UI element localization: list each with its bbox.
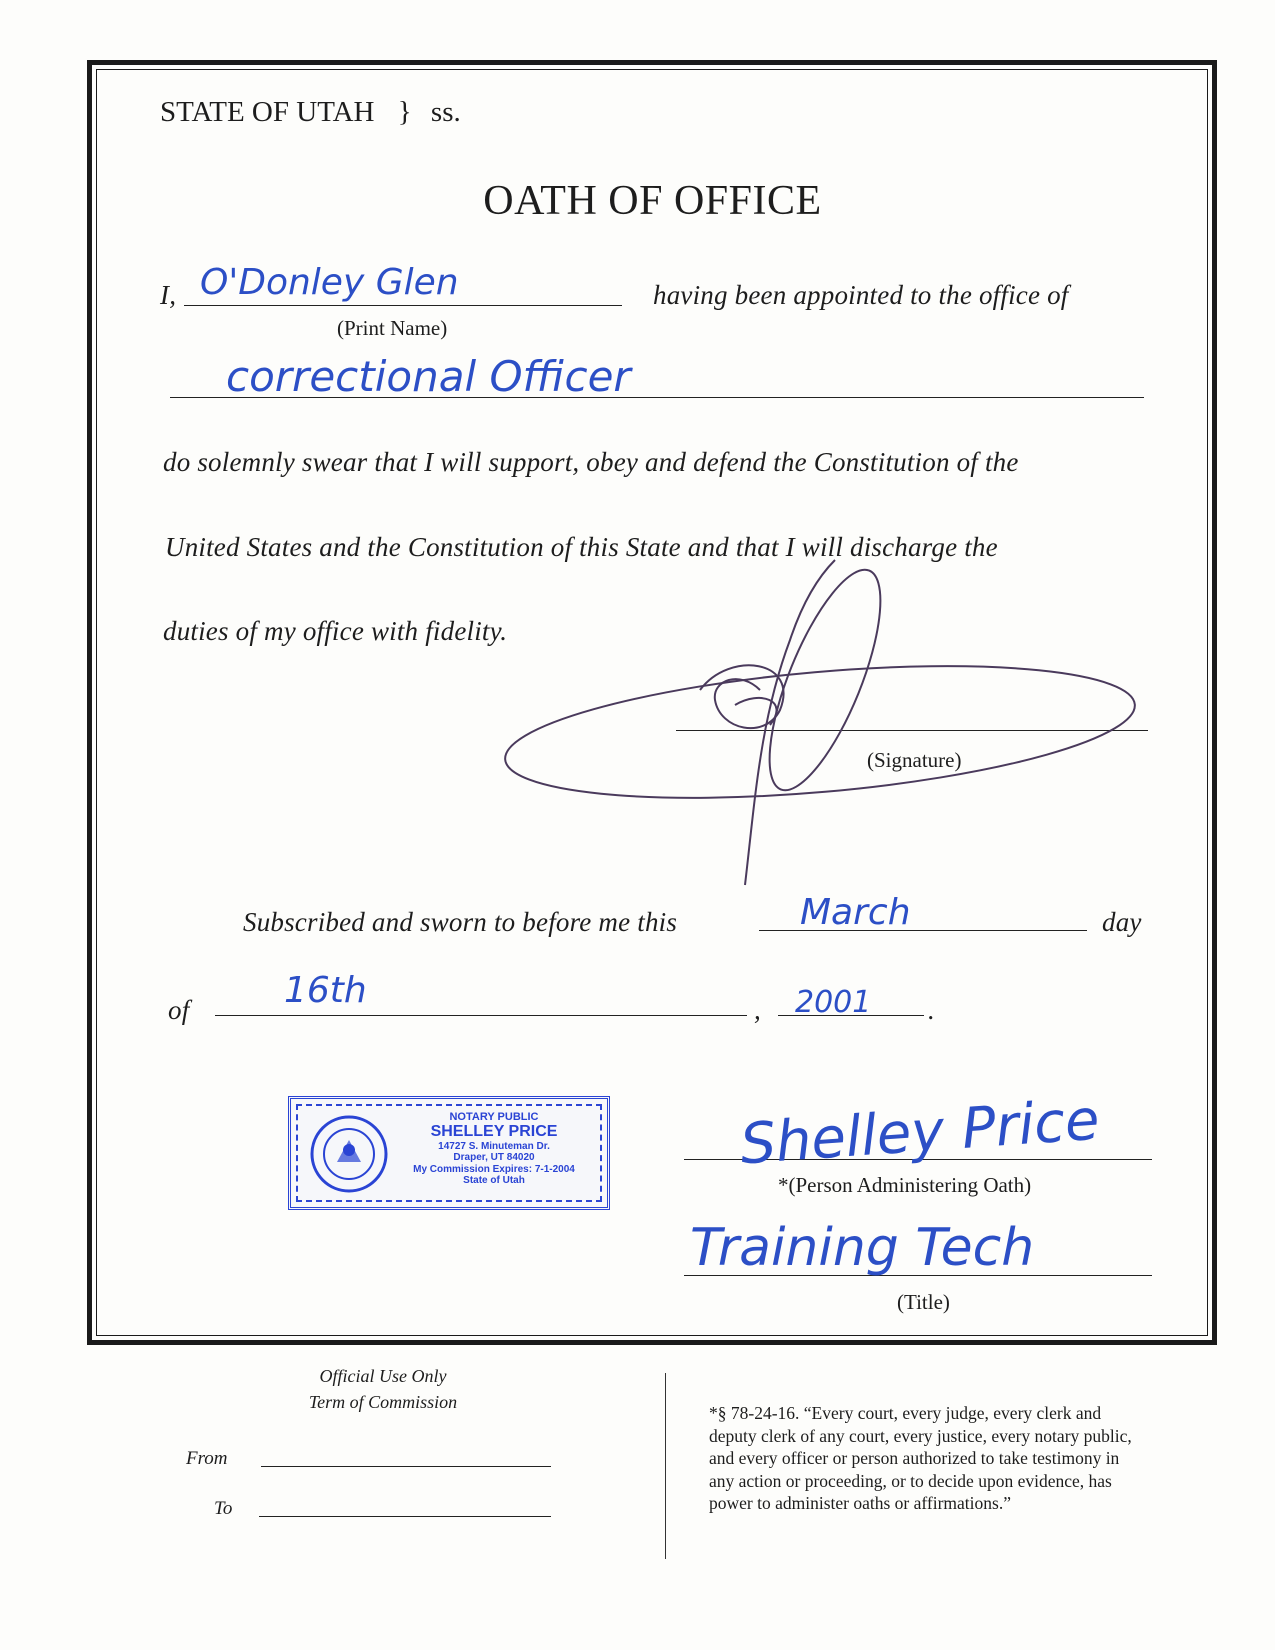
appointed-text: having been appointed to the office of	[653, 280, 1069, 310]
stamp-address-2: Draper, UT 84020	[453, 1152, 535, 1164]
signature-caption: (Signature)	[867, 748, 962, 772]
to-line	[259, 1516, 551, 1517]
date-comma: ,	[754, 995, 761, 1025]
stamp-commission: My Commission Expires: 7-1-2004	[413, 1163, 575, 1175]
signature-line	[676, 730, 1148, 731]
section-divider	[665, 1373, 666, 1559]
oath-line-1: do solemnly swear that I will support, obey and defend the Constitution of the	[163, 447, 1019, 477]
statute-line-1: *§ 78-24-16. “Every court, every judge, every clerk and	[709, 1403, 1102, 1423]
stamp-notary-name: SHELLEY PRICE	[430, 1123, 558, 1141]
administrator-signature-value: Shelley Price	[738, 1087, 1102, 1178]
stamp-state: State of Utah	[463, 1174, 525, 1186]
print-name-value: O'Donley Glen	[200, 262, 459, 303]
state-heading	[160, 96, 461, 129]
statute-line-5: power to administer oaths or affirmations.”	[709, 1493, 1011, 1513]
stamp-heading: NOTARY PUBLIC	[449, 1111, 539, 1123]
date-value: 16th	[284, 970, 367, 1011]
subscribed-text: Subscribed and sworn to before me this	[243, 907, 678, 937]
from-label: From	[186, 1448, 228, 1469]
statute-line-3: and every officer or person authorized to take testimony in	[709, 1448, 1120, 1468]
year-line	[778, 1015, 924, 1016]
notary-stamp	[288, 1096, 610, 1210]
stamp-text-block	[389, 1111, 599, 1186]
year-period: .	[928, 995, 935, 1025]
statute-note	[709, 1402, 1132, 1515]
official-use-heading: Official Use Only	[319, 1366, 447, 1386]
office-value: correctional Officer	[226, 352, 631, 401]
administrator-caption: *(Person Administering Oath)	[778, 1173, 1032, 1197]
oath-prefix: I,	[160, 280, 177, 310]
date-line	[215, 1015, 747, 1016]
brace-symbol: }	[397, 96, 412, 128]
from-line	[261, 1466, 551, 1467]
statute-line-2: deputy clerk of any court, every justice, every notary public,	[709, 1425, 1132, 1446]
day-label: day	[1102, 907, 1142, 937]
state-seal-icon	[309, 1114, 389, 1194]
oath-line-3: duties of my office with fidelity.	[163, 616, 508, 646]
office-line	[170, 397, 1144, 398]
day-line	[759, 930, 1087, 931]
statute-line-4: any action or proceeding, or to decide upon evidence, has	[709, 1470, 1112, 1491]
print-name-caption: (Print Name)	[337, 316, 448, 340]
year-value: 2001	[795, 985, 872, 1020]
state-name: STATE OF UTAH	[160, 96, 375, 128]
page-title: OATH OF OFFICE	[483, 178, 822, 224]
stamp-address-1: 14727 S. Minuteman Dr.	[438, 1141, 550, 1153]
term-of-commission-heading: Term of Commission	[308, 1392, 458, 1412]
to-label: To	[214, 1498, 233, 1519]
of-label: of	[168, 995, 190, 1025]
title-caption: (Title)	[897, 1290, 950, 1314]
ss-abbrev: ss.	[430, 96, 461, 128]
oath-line-2: United States and the Constitution of this State and that I will discharge the	[165, 532, 998, 562]
day-value: March	[800, 892, 911, 933]
administrator-title-value: Training Tech	[690, 1218, 1035, 1278]
name-line	[184, 305, 622, 306]
